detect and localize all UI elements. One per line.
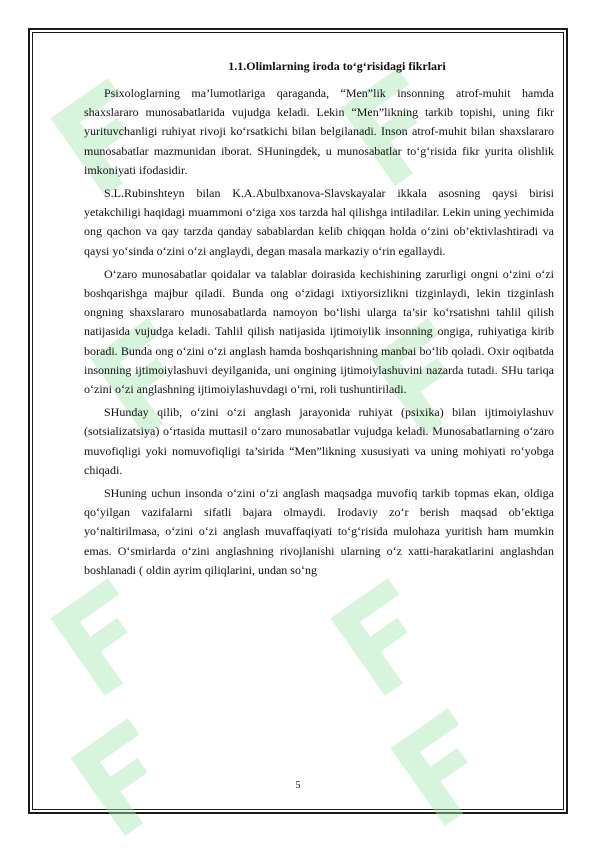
paragraph-5: SHuning uchun insonda o‘zini o‘zi anglash maqsadga muvofiq tarkib topmas ekan, oldiga qo‘yilgan vazifalarni sifatli bajara olmaydi. Irodaviy zo‘r berish maqsad ob’ektiga yo‘naltirilmasa, o‘zini o‘zi anglash muvaffaqiyati to‘g‘risida mulohaza yuritish ham mumkin emas. O‘smirlarda o‘zini anglashning rivojlanishi ularning o‘z xatti-harakatlarini anglashdan boshlanadi ( oldin ayrim qiliqlarini, undan so‘ng: [84, 486, 554, 577]
paragraph-3: O‘zaro munosabatlar qoidalar va talablar doirasida kechishining zarurligi ongni o‘zini o‘zi boshqarishga majbur qiladi. Bunda ong o‘zidagi ixtiyorsizlikni tizginlaydi, lekin tizginlash ongning shaxslararo munosabatlarda namoyon bo‘lishi ularga ta’sir ko‘rsatishni tahlil qilish natijasida vujudga keladi. Tahlil qilish natijasida ijtimoiylik insonning ongiga, ruhiyatiga kirib boradi. Bunda ong o‘zini o‘zi anglash hamda boshqarishning manbai bo‘lib qoladi. Oxir oqibatda insonning ijtimoiylashuvi deyilganida, uni ongining ijtimoiylashuvini nazarda tutadi. SHu tariqa o‘zini o‘zi anglashning ijtimoiylashuvdagi o‘rni, roli tushuntiriladi.: [84, 266, 554, 397]
paragraph-1: Psixologlarning ma’lumotlariga qaraganda, “Men”lik insonning atrof-muhit hamda shaxslararo munosabatlarida vujudga keladi. Lekin “Men”likning tarkib topishi, uning fikr yurituvchanligi ruhiyat rivoji ko‘rsatkichi bilan belgilanadi. Inson atrof-muhit bilan shaxslararo munosabatlar mazmunidan iborat. SHuningdek, u munosabatlar to‘g‘risida fikr yurita olishlik imkoniyati ifodasidir.: [84, 86, 554, 177]
paragraph-2: S.L.Rubinshteyn bilan K.A.Abulbxanova-Slavskayalar ikkala asosning qaysi birisi yetakchiligi haqidagi muammoni o‘ziga xos tarzda hal qilishga intiladilar. Lekin uning yechimida ong qachon va qay tarzda qanday sabablardan kelib chiqqan holda o‘zini ob’ektivlashtiradi va qaysi yo‘sinda o‘zini o‘zi anglaydi, degan masala markaziy o‘rin egallaydi.: [84, 186, 554, 258]
page-number: 5: [295, 780, 301, 791]
section-title: 1.1.Olimlarning iroda to‘g‘risidagi fikrlari: [228, 59, 446, 73]
document-body: [84, 58, 554, 584]
paragraph-4: SHunday qilib, o‘zini o‘zi anglash jarayonida ruhiyat (psixika) bilan ijtimoiylashuv (sotsializatsiya) o‘rtasida muttasil o‘zaro munosabatlar vujudga keladi. Munosabatlarning o‘zaro muvofiqligi yoki nomuvofiqligi ta’sirida “Men”likning xususiyati va uning mohiyati ro‘yobga chiqadi.: [84, 405, 554, 477]
